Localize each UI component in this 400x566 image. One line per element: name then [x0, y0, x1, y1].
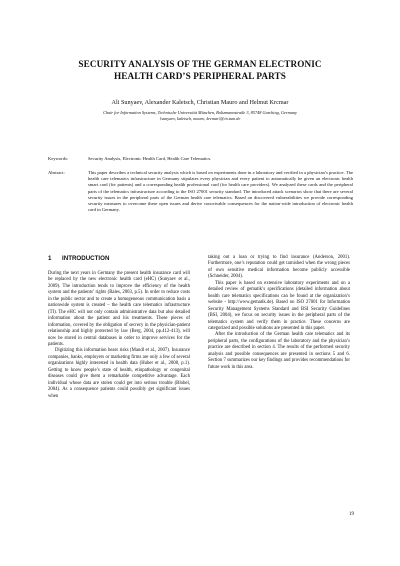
abstract-text: This paper describes a technical security analysis which is based on experiments done in a laboratory and verified in a physician’s practice. The health care telematics infrastructure in Germany stipulates every physician and every patient to automatically be given an electronic health smart card (for patients) and a corresponding health professional card (for health care providers). We analyzed these cards and the peripheral parts of the telematics infrastructure according to the ISO 27001 security standard. The introduced attack scenarios show that there are several security issues in the peripheral parts of the German health care telematics. Based on discovered vulnerabilities we provide corresponding security measures to overcome these open issues and derive conceivable consequences for the nation-wide introduction of electronic health card in Germany. — [88, 170, 353, 213]
body-paragraph: taking out a loan or trying to find insurance (Anderson, 2001). Furthermore, one’s reputation could get tarnished when the wrong pieces of own sensitive medical information become publicly accessible (Schneider, 2004). — [208, 255, 350, 280]
body-paragraph: This paper is based on extensive laboratory experiments and on a detailed review of gematik’s specifications (detailed information about health care telematics specifications can be found at the organization’s website - http://www.gematik.de). Based on ISO 27001 for Information Security Management Systems Standard and BSI Security Guidelines (BSI, 2004), we focus on security issues in the peripheral parts of the telematics system and verify them in practice. These concerns are categorized and possible solutions are presented in this paper. — [208, 280, 350, 331]
section-heading — [48, 255, 190, 263]
paper-title — [40, 58, 360, 82]
keywords-label: Keywords: — [48, 156, 69, 161]
left-column — [48, 255, 190, 400]
keywords-text: Security Analysis, Electronic Health Card, Health Care Telematics. — [88, 156, 212, 161]
body-paragraph: Digitizing this information bears risks (Mandl et al., 2007). Insurance companies, banks, employers or marketing firms are only a few of several organizations highly interested in health data (Huber et al., 2008, p.1). Getting to know people’s state of health, etiopathology or congenital diseases could give them a remarkable competitive advantage. Each individual whose data are stolen could get into serious trouble (Blobel, 2004). As a consequence patients could possibly get significant issues when — [48, 348, 190, 399]
page-number: 19 — [349, 512, 354, 517]
title-line-2: HEALTH CARD’S PERIPHERAL PARTS — [114, 71, 286, 81]
author-emails: {sunyaev, kaletsch, mauro, krcmar}@in.tum.de — [159, 116, 241, 121]
author-list: Ali Sunyaev, Alexander Kaletsch, Christian Mauro and Helmut Krcmar — [111, 99, 289, 106]
body-paragraph: During the next years in Germany the present health insurance card will be replaced by the new electronic health card (eHC) (Sunyaev et al., 2009). The introduction tends to improve the efficiency of the health system and the patients’ rights (Bales, 2003, p.5). In order to reduce costs in the public sector and to create a homogeneous communication basis a nationwide system is created – the health care telematics infrastructure (TI). The eHC will not only contain administrative data but also detailed information about the patient and his treatments. These pieces of information, covered by the obligation of secrecy in the physician-patient relationship and highly protected by law (Berg, 2004, pp.412-413), will now be stored in central databases in order to improve services for the patients. — [48, 271, 190, 347]
abstract-label: Abstract: — [48, 170, 65, 175]
right-column — [208, 255, 350, 371]
body-paragraph: After the introduction of the German health care telematics and its peripheral parts, the configurations of the laboratory and the physician’s practice are described in section 4. The results of the performed security analysis and possible consequences are presented in sections 5 and 6. Section 7 summarizes our key findings and provides recommendations for future work in this area. — [208, 332, 350, 370]
section-number: 1 — [48, 255, 52, 262]
affiliation-block — [30, 110, 370, 122]
section-title: INTRODUCTION — [62, 255, 110, 262]
affiliation: Chair for Information Systems, Technische Universität München, Boltzmannstraße 3, 85748 Garching, Germany — [103, 110, 297, 115]
title-line-1: SECURITY ANALYSIS OF THE GERMAN ELECTRONIC — [78, 59, 322, 69]
